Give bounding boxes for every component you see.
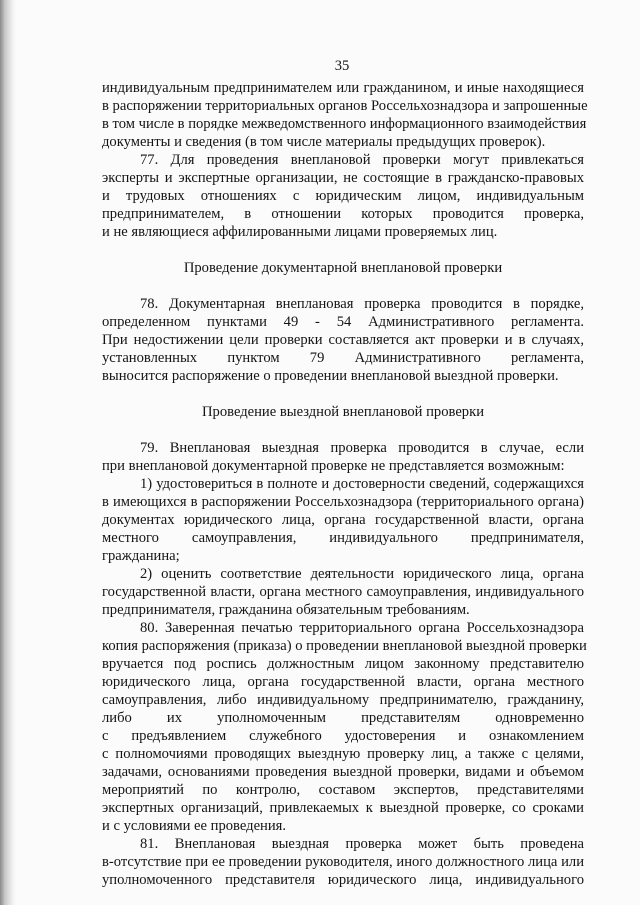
text-line: документах юридического лица, органа государственной власти, органа [102,512,584,528]
text-line: предпринимателем, в отношении которых проводится проверка, [102,206,584,222]
text-line: задачами, основаниями проведения выездной проверки, видами и объемом [102,764,584,780]
text-line: 81. Внеплановая выездная проверка может быть проведена [140,836,584,852]
text-line: юридического лица, органа государственной власти, органа местного [102,674,584,690]
text-line: мероприятий по контролю, составом экспертов, представителями [102,782,584,798]
text-line: копия распоряжения (приказа) о проведении внеплановой выездной проверки [102,638,587,654]
text-line: установленных пунктом 79 Административного регламента, [102,350,584,366]
text-line: либо их уполномоченным представителям одновременно [102,710,584,726]
text-line: в имеющихся в распоряжении Россельхознадзора (территориального органа) [102,494,584,510]
text-line: 2) оценить соответствие деятельности юридического лица, органа [140,566,584,582]
text-line: при внеплановой документарной проверке не представляется возможным: [102,458,565,474]
text-line: вручается под роспись должностным лицом законному представителю [102,656,584,672]
scan-edge-shadow [0,0,16,905]
text-line: местного самоуправления, индивидуального предпринимателя, [102,530,584,546]
section-heading: Проведение документарной внеплановой проверки [183,260,503,276]
text-line: 1) удостовериться в полноте и достоверности сведений, содержащихся [140,476,584,492]
text-line: и трудовых отношениях с юридическим лицом, индивидуальным [102,188,584,204]
text-line: и не являющиеся аффилированными лицами проверяемых лиц. [102,224,498,240]
text-line: 79. Внеплановая выездная проверка проводится в случае, если [140,440,584,456]
page-number: 35 [334,58,350,74]
text-line: 78. Документарная внеплановая проверка проводится в порядке, [140,296,584,312]
text-line: в-отсутствие при ее проведении руководителя, иного должностного лица или [102,854,584,870]
text-line: эксперты и экспертные организации, не состоящие в гражданско-правовых [102,170,584,186]
section-heading: Проведение выездной внеплановой проверки [202,404,484,420]
text-line: определенном пунктами 49 - 54 Административного регламента. [102,314,584,330]
text-line: в том числе в порядке межведомственного информационного взаимодействия [102,116,587,132]
text-line: индивидуальным предпринимателем или гражданином, и иные находящиеся [102,80,584,96]
text-line: гражданина; [102,548,180,564]
text-line: 77. Для проведения внеплановой проверки могут привлекаться [140,152,584,168]
text-line: выносится распоряжение о проведении внеплановой выездной проверки. [102,368,559,384]
text-line: с полномочиями проводящих выездную проверку лиц, а также с целями, [102,746,584,762]
text-line: в распоряжении территориальных органов Россельхознадзора и запрошенные [102,98,588,114]
text-line: государственной власти, органа местного самоуправления, индивидуального [102,584,584,600]
text-line: уполномоченного представителя юридического лица, индивидуального [102,872,584,888]
text-line: предпринимателя, гражданина обязательным требованиям. [102,602,470,618]
text-line: 80. Заверенная печатью территориального органа Россельхознадзора [140,620,584,636]
text-line: документы и сведения (в том числе материалы предыдущих проверок). [102,134,546,150]
text-line: самоуправления, либо индивидуальному предпринимателю, гражданину, [102,692,584,708]
text-line: При недостижении цели проверки составляется акт проверки и в случаях, [102,332,584,348]
text-line: с предъявлением служебного удостоверения и ознакомлением [102,728,584,744]
text-line: экспертных организаций, привлекаемых к выездной проверке, со сроками [102,800,584,816]
text-line: и с условиями ее проведения. [102,818,287,834]
